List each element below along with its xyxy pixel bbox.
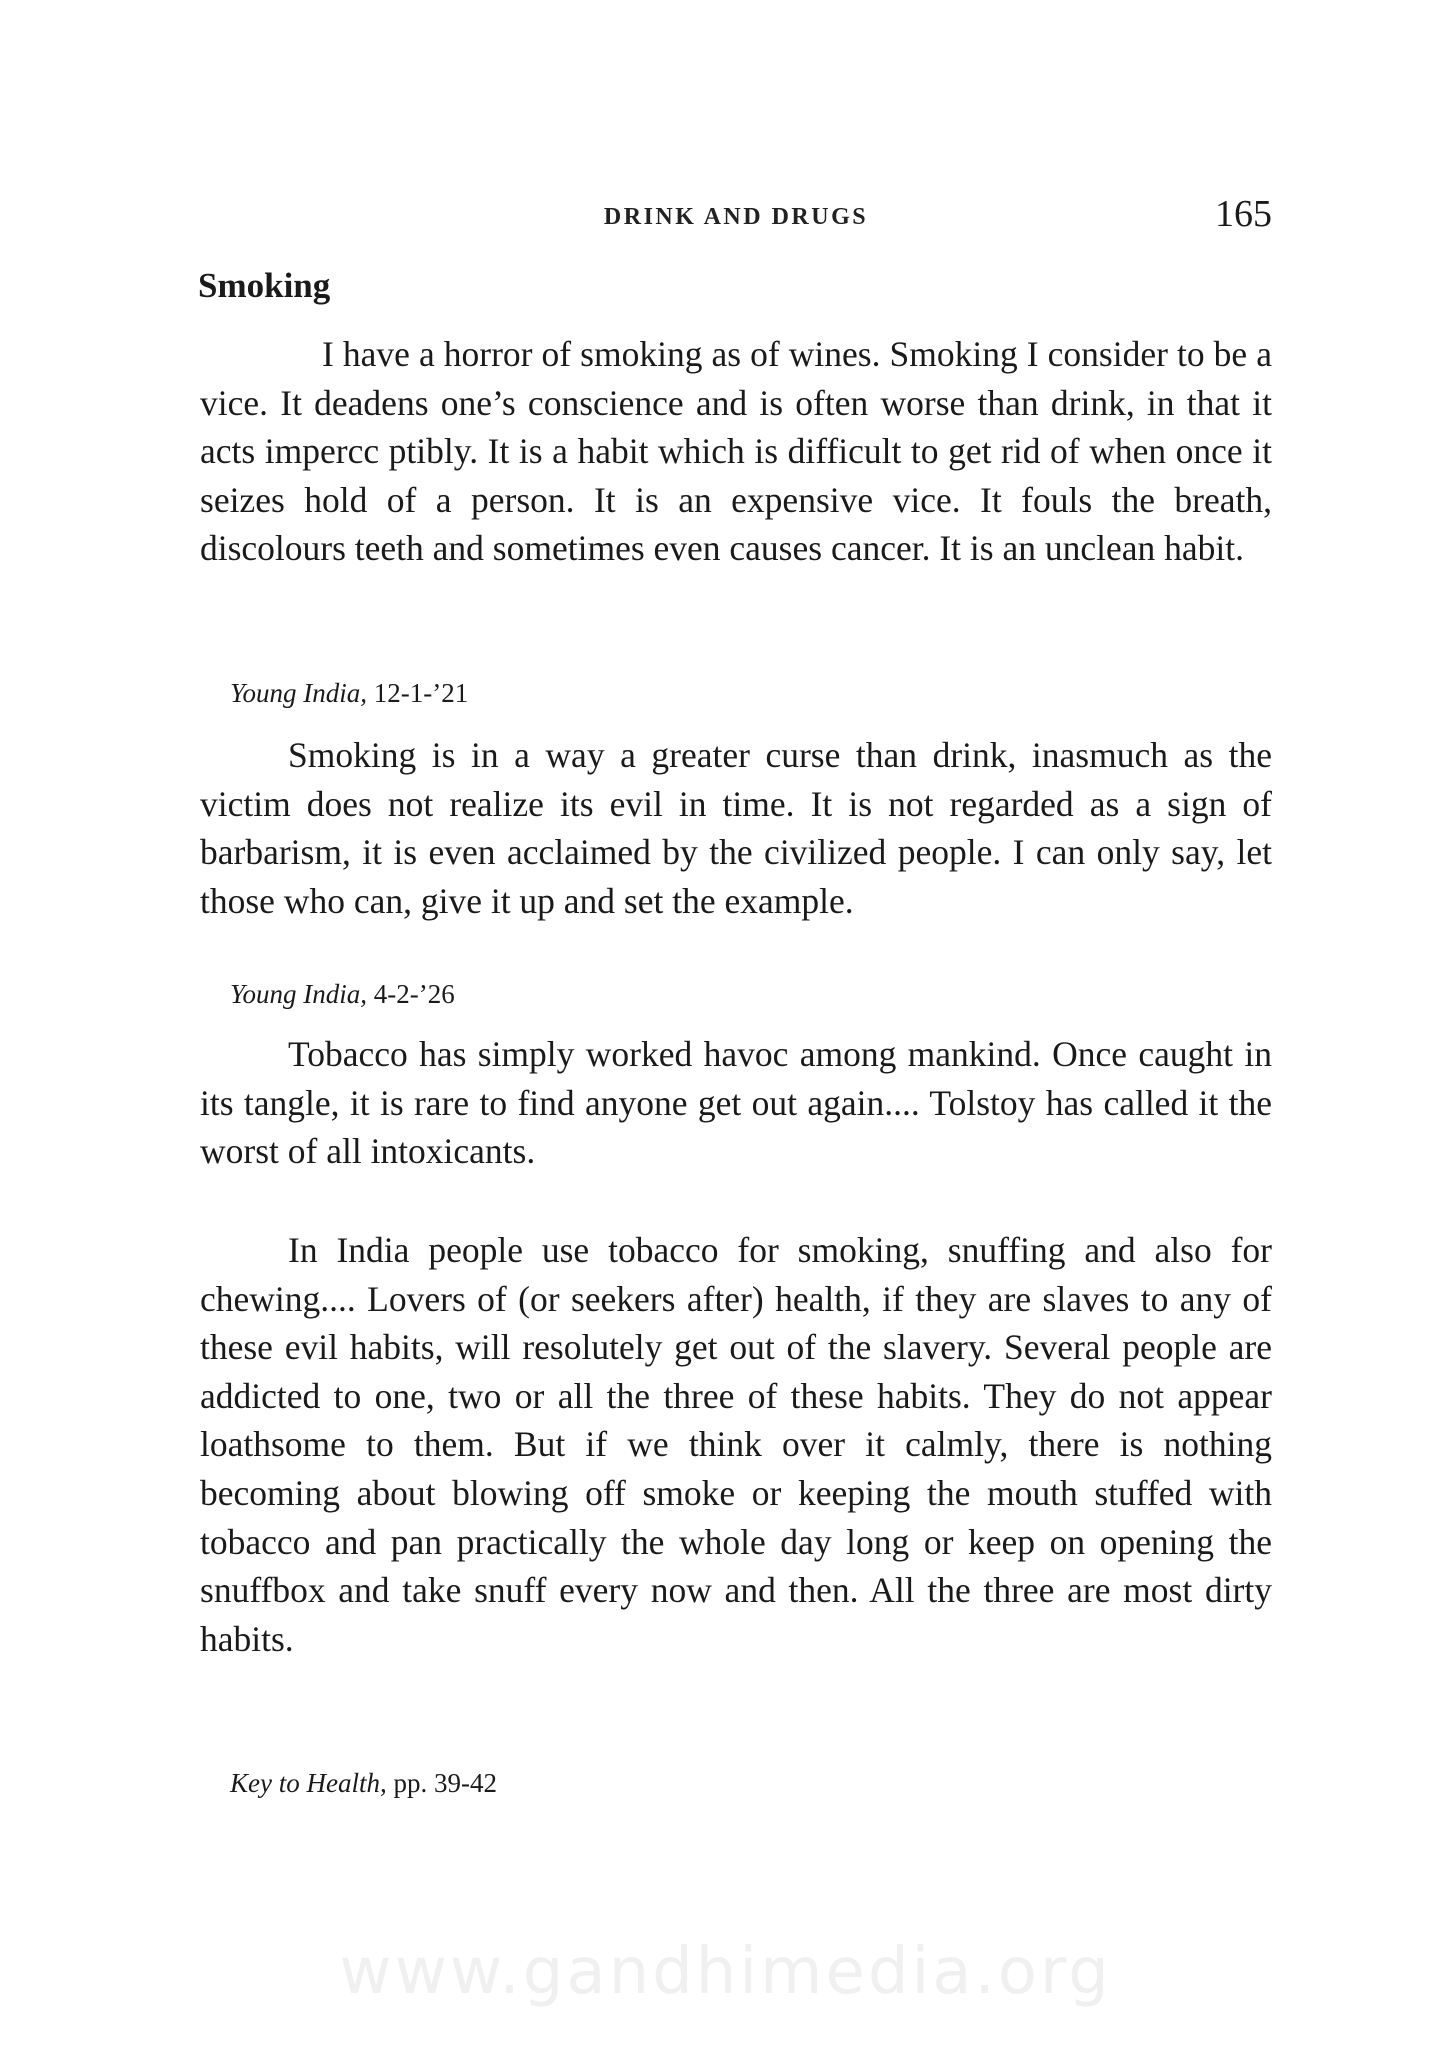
source-citation-3 bbox=[230, 1768, 497, 1799]
paragraph-1: I have a horror of smoking as of wines. Smoking I consider to be a vice. It deadens one’s conscience and is often worse than drink, in that it acts impercc ptibly. It is a habit which is difficult to get rid of when once it seizes hold of a person. It is an expensive vice. It fouls the breath, discolours teeth and sometimes even causes cancer. It is an unclean habit. bbox=[200, 334, 1272, 569]
source-publication: Key to Health, bbox=[230, 1768, 387, 1798]
source-publication: Young India, bbox=[230, 979, 368, 1009]
running-title: DRINK AND DRUGS bbox=[603, 204, 869, 230]
source-citation-1 bbox=[230, 678, 468, 709]
source-reference: pp. 39-42 bbox=[393, 1768, 497, 1798]
paragraph-4: In India people use tobacco for smoking, snuffing and also for chewing.... Lovers of (or seekers after) health, if they are slaves to any of these evil habits, will resolutely get out of the slavery. Several people are addicted to one, two or all the three of these habits. They do not appear loathsome to them. But if we think over it calmly, there is nothing becoming about blowing off smoke or keeping the mouth stuffed with tobacco and pan practically the whole day long or keep on opening the snuffbox and take snuff every now and then. All the three are most dirty habits. bbox=[200, 1230, 1272, 1659]
paragraph-2: Smoking is in a way a greater curse than drink, inasmuch as the victim does not realize its evil in time. It is not regarded as a sign of barbarism, it is even acclaimed by the civilized people. I can only say, let those who can, give it up and set the example. bbox=[200, 735, 1272, 921]
page-number: 165 bbox=[1215, 193, 1272, 235]
source-publication: Young India, bbox=[230, 678, 368, 708]
paragraph-3: Tobacco has simply worked havoc among mankind. Once caught in its tangle, it is rare to find anyone get out again.... Tolstoy has called it the worst of all intoxicants. bbox=[200, 1034, 1272, 1172]
source-citation-2 bbox=[230, 979, 455, 1010]
source-reference: 4-2-’26 bbox=[373, 979, 455, 1009]
website-watermark: www.gandhimedia.org bbox=[339, 1935, 1112, 2009]
section-heading: Smoking bbox=[198, 266, 331, 305]
running-head bbox=[200, 193, 1272, 238]
source-reference: 12-1-’21 bbox=[373, 678, 469, 708]
